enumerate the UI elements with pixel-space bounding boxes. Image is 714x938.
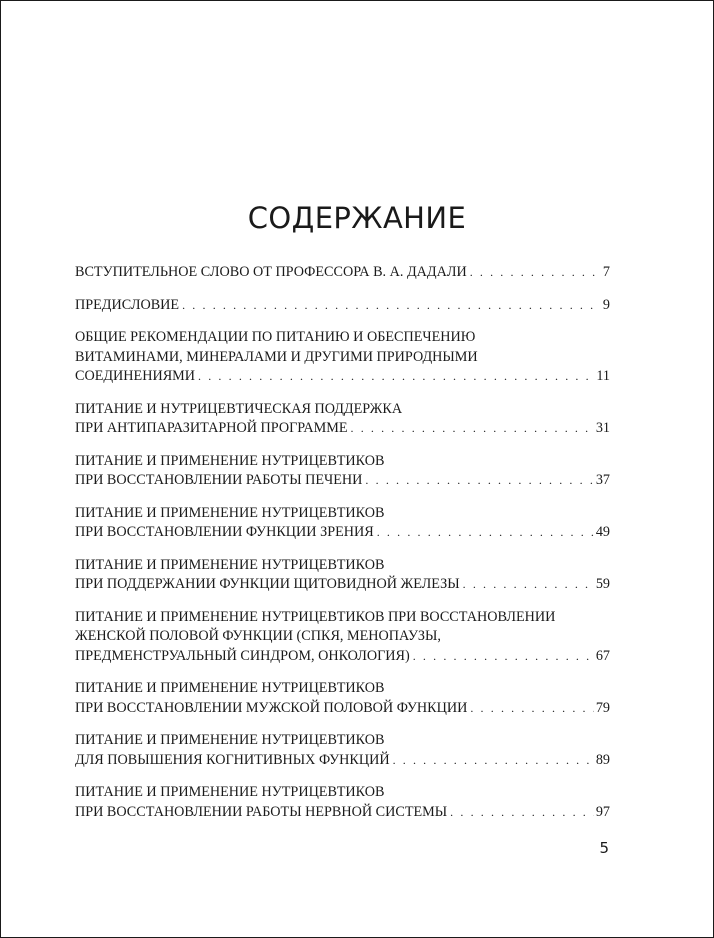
- toc-page-number: 31: [595, 420, 610, 436]
- dot-leader: [450, 803, 594, 823]
- toc-entry[interactable]: [75, 504, 610, 543]
- toc-page-number: 7: [602, 264, 610, 280]
- toc-entry-text: ПИТАНИЕ И ПРИМЕНЕНИЕ НУТРИЦЕВТИКОВ: [75, 504, 385, 521]
- toc-entry[interactable]: [75, 400, 610, 439]
- dot-leader: [470, 263, 601, 283]
- dot-leader: [463, 575, 594, 595]
- toc-entry-text: ВСТУПИТЕЛЬНОЕ СЛОВО ОТ ПРОФЕССОРА В. А. ДАДАЛИ: [75, 264, 467, 280]
- toc-entry[interactable]: [75, 296, 610, 316]
- toc-entry[interactable]: [75, 328, 610, 387]
- dot-leader: [351, 419, 594, 439]
- toc-entry-text: ОБЩИЕ РЕКОМЕНДАЦИИ ПО ПИТАНИЮ И ОБЕСПЕЧЕНИЮ: [75, 329, 476, 345]
- toc-entry[interactable]: [75, 731, 610, 770]
- toc-entry-text: ДЛЯ ПОВЫШЕНИЯ КОГНИТИВНЫХ ФУНКЦИЙ: [75, 751, 390, 768]
- page-number: 5: [599, 839, 609, 857]
- dot-leader: [365, 471, 593, 491]
- toc-entry-text: ПРЕДМЕНСТРУАЛЬНЫЙ СИНДРОМ, ОНКОЛОГИЯ): [75, 647, 410, 664]
- toc-entry-last-line: [75, 751, 610, 771]
- toc-entry[interactable]: [75, 452, 610, 491]
- dot-leader: [198, 367, 594, 387]
- dot-leader: [182, 296, 601, 316]
- toc-entry-text: ПРИ ВОССТАНОВЛЕНИИ МУЖСКОЙ ПОЛОВОЙ ФУНКЦИИ: [75, 699, 468, 716]
- toc-entry-text: ПИТАНИЕ И НУТРИЦЕВТИЧЕСКАЯ ПОДДЕРЖКА: [75, 400, 403, 417]
- toc-entry[interactable]: [75, 556, 610, 595]
- toc-entry-text: ПИТАНИЕ И ПРИМЕНЕНИЕ НУТРИЦЕВТИКОВ: [75, 732, 385, 748]
- toc-entry[interactable]: [75, 608, 610, 667]
- toc-entry-text: ПРИ ВОССТАНОВЛЕНИИ РАБОТЫ ПЕЧЕНИ: [75, 472, 363, 488]
- toc-entry-last-line: [75, 471, 610, 491]
- dot-leader: [413, 647, 594, 667]
- toc-entry-last-line: [75, 367, 610, 387]
- toc-entry[interactable]: [75, 263, 610, 283]
- toc-entry-text: ПИТАНИЕ И ПРИМЕНЕНИЕ НУТРИЦЕВТИКОВ: [75, 452, 385, 469]
- toc-entry-text: ПРИ АНТИПАРАЗИТАРНОЙ ПРОГРАММЕ: [75, 420, 348, 436]
- toc-entry[interactable]: [75, 783, 610, 822]
- dot-leader: [393, 751, 594, 771]
- toc-entry-text: ЖЕНСКОЙ ПОЛОВОЙ ФУНКЦИИ (СПКЯ, МЕНОПАУЗЫ,: [75, 628, 441, 644]
- toc-entry-last-line: [75, 575, 610, 595]
- toc-entry-last-line: [75, 647, 610, 667]
- toc-page-number: 37: [595, 472, 610, 488]
- toc-entry-text: ПИТАНИЕ И ПРИМЕНЕНИЕ НУТРИЦЕВТИКОВ: [75, 556, 385, 573]
- toc-entry-text: ПИТАНИЕ И ПРИМЕНЕНИЕ НУТРИЦЕВТИКОВ ПРИ ВОССТАНОВЛЕНИИ: [75, 608, 556, 625]
- dot-leader: [470, 699, 593, 719]
- toc-page-number: 67: [595, 647, 610, 664]
- toc-entry-last-line: [75, 803, 610, 823]
- page-title: СОДЕРЖАНИЕ: [247, 201, 467, 235]
- toc-entry-text: ПИТАНИЕ И ПРИМЕНЕНИЕ НУТРИЦЕВТИКОВ: [75, 784, 385, 800]
- toc-entry-last-line: [75, 523, 610, 543]
- toc-page-number: 89: [595, 751, 610, 768]
- table-of-contents: [75, 263, 610, 835]
- toc-entry[interactable]: [75, 679, 610, 718]
- toc-entry-text: ПРЕДИСЛОВИЕ: [75, 296, 180, 313]
- dot-leader: [377, 523, 594, 543]
- toc-entry-last-line: [75, 296, 610, 316]
- toc-page-number: 9: [602, 296, 610, 313]
- toc-page-number: 11: [596, 368, 610, 384]
- toc-page-number: 79: [595, 699, 610, 716]
- toc-entry-text: СОЕДИНЕНИЯМИ: [75, 368, 196, 384]
- toc-page-number: 49: [595, 524, 610, 540]
- toc-entry-last-line: [75, 699, 610, 719]
- toc-entry-text: ПРИ ВОССТАНОВЛЕНИИ ФУНКЦИИ ЗРЕНИЯ: [75, 524, 374, 540]
- toc-page-number: 97: [595, 803, 610, 820]
- toc-entry-text: ПИТАНИЕ И ПРИМЕНЕНИЕ НУТРИЦЕВТИКОВ: [75, 680, 385, 696]
- toc-entry-last-line: [75, 419, 610, 439]
- toc-entry-text: ПРИ ПОДДЕРЖАНИИ ФУНКЦИИ ЩИТОВИДНОЙ ЖЕЛЕЗЫ: [75, 576, 460, 592]
- toc-entry-text: ВИТАМИНАМИ, МИНЕРАЛАМИ И ДРУГИМИ ПРИРОДНЫМИ: [75, 348, 478, 365]
- toc-entry-text: ПРИ ВОССТАНОВЛЕНИИ РАБОТЫ НЕРВНОЙ СИСТЕМЫ: [75, 803, 448, 820]
- toc-page-number: 59: [595, 576, 610, 592]
- toc-entry-last-line: [75, 263, 610, 283]
